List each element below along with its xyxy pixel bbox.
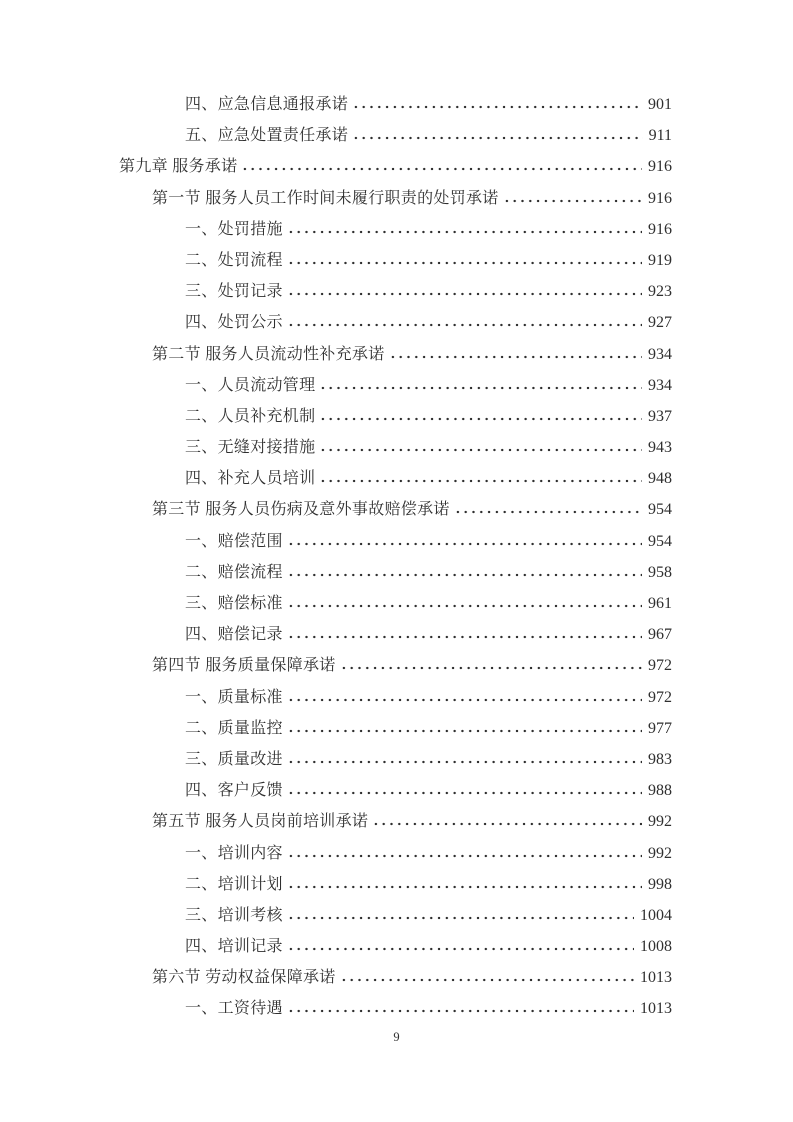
- toc-entry-page-number: 916: [648, 189, 672, 207]
- toc-entry-title: 一、质量标准: [185, 688, 283, 706]
- dot-leader: [389, 355, 642, 359]
- toc-entry[interactable]: [119, 307, 672, 338]
- toc-entry-title: 第六节 劳动权益保障承诺: [152, 969, 336, 987]
- toc-entry[interactable]: [119, 370, 672, 401]
- toc-entry[interactable]: [119, 276, 672, 307]
- toc-entry-page-number: 977: [648, 719, 672, 737]
- toc-entry[interactable]: [119, 900, 672, 931]
- toc-entry-page-number: 983: [648, 750, 672, 768]
- toc-entry-page-number: 954: [648, 501, 672, 519]
- dot-leader: [287, 854, 642, 858]
- dot-leader: [287, 729, 642, 733]
- dot-leader: [319, 386, 642, 390]
- toc-entry-title: 第四节 服务质量保障承诺: [152, 657, 336, 675]
- toc-entry[interactable]: [119, 650, 672, 681]
- toc-entry[interactable]: [119, 838, 672, 869]
- toc-entry[interactable]: [119, 713, 672, 744]
- dot-leader: [352, 105, 642, 109]
- toc-entry-title: 二、赔偿流程: [185, 563, 283, 581]
- toc-entry[interactable]: [119, 401, 672, 432]
- toc-entry-page-number: 943: [648, 439, 672, 457]
- dot-leader: [340, 666, 642, 670]
- toc-entry-page-number: 901: [648, 96, 672, 113]
- toc-entry-page-number: 967: [648, 626, 672, 644]
- toc-entry-page-number: 948: [648, 470, 672, 488]
- toc-entry[interactable]: [119, 806, 672, 837]
- toc-entry[interactable]: [119, 151, 672, 182]
- toc-entry-title: 三、无缝对接措施: [185, 439, 316, 457]
- toc-entry-page-number: 961: [648, 595, 672, 612]
- toc-entry-page-number: 1008: [640, 938, 672, 956]
- toc-entry[interactable]: [119, 682, 672, 713]
- dot-leader: [287, 230, 642, 234]
- toc-entry-title: 五、应急处置责任承诺: [185, 127, 349, 145]
- toc-entry-page-number: 992: [648, 844, 672, 862]
- dot-leader: [287, 542, 642, 546]
- toc-entry[interactable]: [119, 557, 672, 588]
- dot-leader: [287, 916, 634, 920]
- toc-entry-title: 一、培训内容: [185, 844, 283, 862]
- dot-leader: [454, 510, 642, 514]
- toc-entry[interactable]: [119, 526, 672, 557]
- toc-entry-page-number: 927: [648, 314, 672, 332]
- dot-leader: [287, 635, 642, 639]
- toc-entry-title: 第三节 服务人员伤病及意外事故赔偿承诺: [152, 501, 450, 519]
- toc-entry-title: 一、处罚措施: [185, 220, 283, 238]
- toc-entry-page-number: 1013: [640, 969, 672, 987]
- dot-leader: [287, 698, 642, 702]
- dot-leader: [287, 292, 642, 296]
- dot-leader: [319, 417, 642, 421]
- dot-leader: [287, 323, 642, 327]
- page-footer: [0, 1029, 793, 1045]
- toc-entry-title: 四、培训记录: [185, 938, 283, 956]
- toc-entry[interactable]: [119, 744, 672, 775]
- toc-entry-title: 第二节 服务人员流动性补充承诺: [152, 345, 385, 363]
- toc-entry-page-number: 923: [648, 283, 672, 301]
- dot-leader: [287, 261, 642, 265]
- toc-entry-title: 三、处罚记录: [185, 283, 283, 301]
- toc-entry-title: 四、补充人员培训: [185, 470, 316, 488]
- toc-entry[interactable]: [119, 183, 672, 214]
- toc-entry-page-number: 958: [648, 563, 672, 581]
- toc-entry-title: 二、质量监控: [185, 719, 283, 737]
- toc-entry-page-number: 1004: [640, 906, 672, 924]
- toc-entry[interactable]: [119, 494, 672, 525]
- toc-entry[interactable]: [119, 89, 672, 120]
- dot-leader: [352, 136, 643, 140]
- toc-entry-page-number: 911: [648, 127, 672, 145]
- toc-entry-page-number: 934: [648, 376, 672, 394]
- toc-entry-page-number: 916: [648, 158, 672, 176]
- toc-entry[interactable]: [119, 432, 672, 463]
- toc-entry-title: 二、处罚流程: [185, 251, 283, 269]
- toc-entry-page-number: 972: [648, 657, 672, 675]
- toc-entry[interactable]: [119, 120, 672, 151]
- toc-entry-title: 四、赔偿记录: [185, 626, 283, 644]
- toc-entry-title: 二、人员补充机制: [185, 407, 316, 425]
- toc-entry[interactable]: [119, 214, 672, 245]
- toc-entry-title: 第一节 服务人员工作时间未履行职责的处罚承诺: [152, 189, 499, 207]
- toc-entry-page-number: 992: [648, 813, 672, 831]
- toc-entry-page-number: 954: [648, 532, 672, 550]
- toc-entry[interactable]: [119, 245, 672, 276]
- toc-entry[interactable]: [119, 993, 672, 1024]
- toc-entry-title: 三、质量改进: [185, 750, 283, 768]
- toc-entry[interactable]: [119, 463, 672, 494]
- toc-entry[interactable]: [119, 339, 672, 370]
- dot-leader: [503, 199, 642, 203]
- dot-leader: [372, 822, 642, 826]
- footer-page-number: 9: [393, 1030, 400, 1044]
- toc-entry-title: 三、赔偿标准: [185, 595, 283, 612]
- dot-leader: [287, 573, 642, 577]
- toc-entry-title: 三、培训考核: [185, 906, 283, 924]
- toc-entry-page-number: 934: [648, 345, 672, 363]
- toc-entry[interactable]: [119, 619, 672, 650]
- toc-entry-title: 一、工资待遇: [185, 1000, 283, 1018]
- toc-entry-title: 四、客户反馈: [185, 782, 283, 800]
- toc-entry-title: 二、培训计划: [185, 875, 283, 893]
- table-of-contents: [119, 89, 672, 1025]
- toc-entry-title: 四、应急信息通报承诺: [185, 96, 349, 113]
- toc-entry-title: 四、处罚公示: [185, 314, 283, 332]
- toc-entry[interactable]: [119, 775, 672, 806]
- toc-entry-title: 第五节 服务人员岗前培训承诺: [152, 813, 369, 831]
- toc-entry-title: 一、人员流动管理: [185, 376, 316, 394]
- dot-leader: [287, 947, 634, 951]
- dot-leader: [287, 791, 642, 795]
- toc-entry[interactable]: [119, 931, 672, 962]
- dot-leader: [287, 760, 642, 764]
- dot-leader: [319, 448, 642, 452]
- toc-entry-page-number: 998: [648, 875, 672, 893]
- dot-leader: [287, 1009, 634, 1013]
- dot-leader: [319, 479, 642, 483]
- toc-entry-page-number: 972: [648, 688, 672, 706]
- dot-leader: [241, 167, 642, 171]
- toc-entry-title: 第九章 服务承诺: [119, 158, 238, 176]
- dot-leader: [287, 885, 642, 889]
- dot-leader: [340, 978, 634, 982]
- dot-leader: [287, 604, 642, 608]
- toc-entry-page-number: 937: [648, 407, 672, 425]
- toc-entry-page-number: 988: [648, 782, 672, 800]
- toc-entry-page-number: 916: [648, 220, 672, 238]
- toc-entry-page-number: 1013: [640, 1000, 672, 1018]
- toc-entry-page-number: 919: [648, 251, 672, 269]
- toc-entry-title: 一、赔偿范围: [185, 532, 283, 550]
- toc-entry[interactable]: [119, 869, 672, 900]
- toc-entry[interactable]: [119, 588, 672, 619]
- toc-entry[interactable]: [119, 962, 672, 993]
